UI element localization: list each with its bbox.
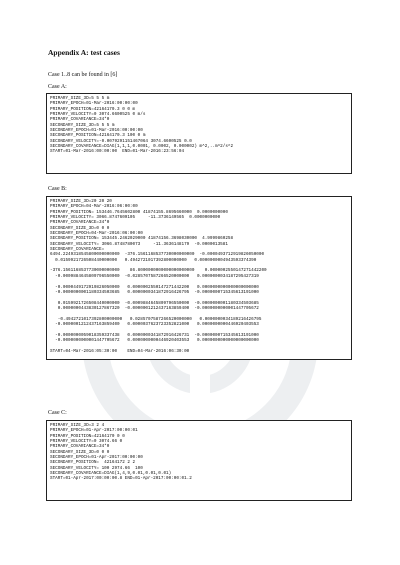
code-line: START=01-Apr-2017:00:00:00.8 END=01-Apr-2017:00:00:01.2 — [50, 476, 192, 482]
code-line: START=04-Mar-2016:05:30:00 END=04-Mar-2016:06:30:00 — [50, 348, 190, 354]
code-line: PRIMARY_POSITION=42164170.3 0 0 m — [50, 106, 136, 112]
case-a-code — [50, 96, 348, 155]
code-line: 6494.2249318545800000000000 -376.1561168537730000000000 -0.0000493712919826050000 — [50, 252, 265, 258]
code-line: PRIMARY_SIZE_3D=3 2 4 — [50, 423, 105, 428]
code-line: SECONDARY_POSITION= 153445.2462029000 41874156.3698030000 4.9999860258 — [50, 236, 234, 242]
case-b-code-box — [46, 196, 352, 360]
code-line: 0.0000000443830127867320 -0.0000001212437163859400 -0.0000000000001447705672 — [50, 305, 259, 311]
code-line: SECONDARY_EPOCH=01-Mar-2016:00:00:00 — [50, 128, 143, 134]
code-line: PRIMARY_COVARIANCE=34*0 — [50, 444, 110, 450]
code-line: START=01-Mar-2016:00:00:00 END=01-Mar-2016:23:56:04 — [50, 149, 185, 155]
code-line: PRIMARY_POSITION= 153446.7645602800 41874155.8695660000 0.0000000000 — [50, 209, 228, 215]
intro-paragraph: Case 1..8 can be found in [6] — [48, 72, 118, 78]
code-line: PRIMARY_SIZE_3D=5 5 5 m — [50, 96, 110, 101]
code-line: -0.4942721017392800000000 0.0285707587266520000000 0.0000000034189216426795 — [50, 316, 262, 322]
code-line: PRIMARY_VELOCITY= 3066.8747609105 -11.3736149565 0.0000000000 — [50, 215, 221, 221]
code-line: -0.0000000000001447705672 0.0000000000446920403553 0.0000000000000000000000 — [50, 337, 259, 343]
code-line: PRIMARY_EPOCH=01-Apr-2017:00:00:01 — [50, 428, 138, 434]
code-line: -376.1561168537730000000000 86.8000000000000000000000 0.0000002550147271442200 — [50, 268, 267, 274]
case-c-code — [50, 423, 348, 482]
code-line: 0.0159921726508440000000 -0.0009884645809796550000 -0.0000000001180334503685 — [50, 300, 259, 306]
case-b-label: Case B: — [48, 186, 67, 192]
code-line: SECONDARY_COVARIANCE=DIAG(1,1,1,0.0001, 0.0002, 0.000002) m^2,..m^2/s^2 — [50, 144, 234, 150]
code-line: PRIMARY_COVARIANCE=34*0 — [50, 220, 110, 226]
code-line: PRIMARY_SIZE_3D=20 20 20 — [50, 199, 112, 204]
code-line: SECONDARY_SIZE_3D=0 0 0 — [50, 225, 110, 231]
code-line: 0.0159921726508440000000 0.4942721017392800000000 0.0000000004943593374390 — [50, 257, 257, 263]
code-line: SECONDARY_COVARIANCE= — [50, 247, 105, 253]
code-line: SECONDARY_POSITION=42164170.3 100 0 m — [50, 133, 146, 139]
code-line: SECONDARY_EPOCH=04-Mar-2016:06:00:00 — [50, 231, 143, 237]
code-line: -0.0000000059018359337438 0.0000000341872916426731 -0.0000000715345613191000 — [50, 332, 259, 338]
code-line: PRIMARY_VELOCITY=0 3074.66 0 — [50, 439, 123, 445]
code-line: SECONDARY_VELOCITY= 3066.8748780073 -11.3636148179 -0.0000013581 — [50, 241, 228, 247]
code-line: PRIMARY_POSITION=42164170 0 0 — [50, 433, 125, 439]
code-line: PRIMARY_EPOCH=01-Mar-2016:00:00:00 — [50, 101, 138, 107]
case-c-label: Case C: — [48, 410, 67, 416]
case-c-code-box — [46, 420, 352, 501]
code-line: -0.0000449172919826050000 0.0000002550147271442200 0.0000000000000000000000 — [50, 284, 259, 290]
code-line: SECONDARY_POSITION= 42164172 2 2 — [50, 460, 136, 466]
code-line: SECONDARY_SIZE_3D=5 5 5 m — [50, 122, 115, 128]
code-line: PRIMARY_VELOCITY=0 3074.6600525 0 m/s — [50, 112, 146, 118]
code-line: SECONDARY_VELOCITY=-0.0079291151467064 3074.6600525 0.0 — [50, 138, 192, 144]
code-line: PRIMARY_EPOCH=04-Mar-2016:06:00:00 — [50, 204, 138, 210]
code-line: -0.0009884645809796550000 -0.0285707587266520000000 0.0000000034187295427319 — [50, 273, 259, 279]
code-line: -0.0000000001180334503685 0.0000000341872916426795 -0.0000000715345613191000 — [50, 289, 259, 295]
case-b-code — [50, 199, 348, 354]
case-a-label: Case A: — [48, 84, 67, 90]
code-line: SECONDARY_EPOCH=01-Apr-2017:00:00:00 — [50, 455, 143, 461]
code-line: SECONDARY_VELOCITY= 100 2974.66 100 — [50, 465, 143, 471]
code-line: SECONDARY_COVARIANCE=DIAG(1,4,9,0.01,0.01,0.01) — [50, 471, 172, 477]
code-line: PRIMARY_COVARIANCE=34*0 — [50, 117, 110, 123]
case-a-code-box — [46, 93, 352, 174]
appendix-heading: Appendix A: test cases — [48, 48, 120, 57]
code-line: SECONDARY_SIZE_3D=0 0 0 — [50, 449, 110, 455]
code-line: -0.0000001212437163859400 0.0000037623723352821000 0.0000000000446920403553 — [50, 321, 259, 327]
